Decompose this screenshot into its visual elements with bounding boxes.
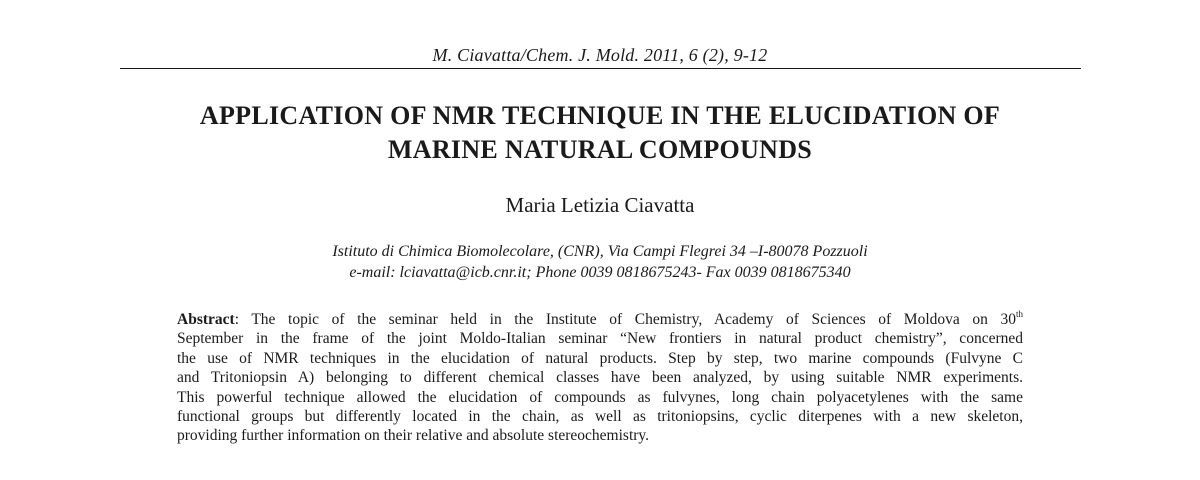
header-rule	[120, 68, 1081, 69]
running-header-citation: M. Ciavatta/Chem. J. Mold. 2011, 6 (2), 9-12	[432, 45, 768, 65]
paper-title	[100, 99, 1100, 167]
abstract-label: Abstract	[177, 311, 235, 328]
abstract-line-1	[177, 310, 1023, 329]
author-name: Maria Letizia Ciavatta	[505, 193, 695, 217]
paper-title-line-2: MARINE NATURAL COMPOUNDS	[387, 135, 813, 164]
paper-title-line-1: APPLICATION OF NMR TECHNIQUE IN THE ELUCIDATION OF	[199, 101, 1001, 130]
abstract-line-7: providing further information on their relative and absolute stereochemistry.	[177, 427, 650, 445]
abstract-line-1-text: : The topic of the seminar held in the Institute of Chemistry, Academy of Sciences of Moldova on 30	[234, 311, 1016, 328]
affiliation-institute: Istituto di Chimica Biomolecolare, (CNR), Via Campi Flegrei 34 –I-80078 Pozzuoli	[332, 243, 868, 260]
abstract-line-6: functional groups but differently located in the chain, as well as tritoniopsins, cyclic diterpenes with a new skeleton,	[177, 408, 1023, 426]
abstract-superscript: th	[1015, 308, 1023, 319]
abstract-line-3: the use of NMR techniques in the elucidation of natural products. Step by step, two marine compounds (Fulvyne C	[177, 349, 1023, 367]
author-affiliation	[100, 241, 1100, 283]
abstract-line-4: and Tritoniopsin A) belonging to different chemical classes have been analyzed, by using suitable NMR experiments.	[177, 369, 1023, 387]
abstract	[177, 310, 1023, 446]
abstract-line-5: This powerful technique allowed the elucidation of compounds as fulvynes, long chain polyacetylenes with the same	[177, 388, 1023, 406]
abstract-line-2: September in the frame of the joint Moldo-Italian seminar “New frontiers in natural product chemistry”, concerned	[177, 330, 1023, 348]
affiliation-contact: e-mail: lciavatta@icb.cnr.it; Phone 0039 0818675243- Fax 0039 0818675340	[349, 264, 851, 281]
